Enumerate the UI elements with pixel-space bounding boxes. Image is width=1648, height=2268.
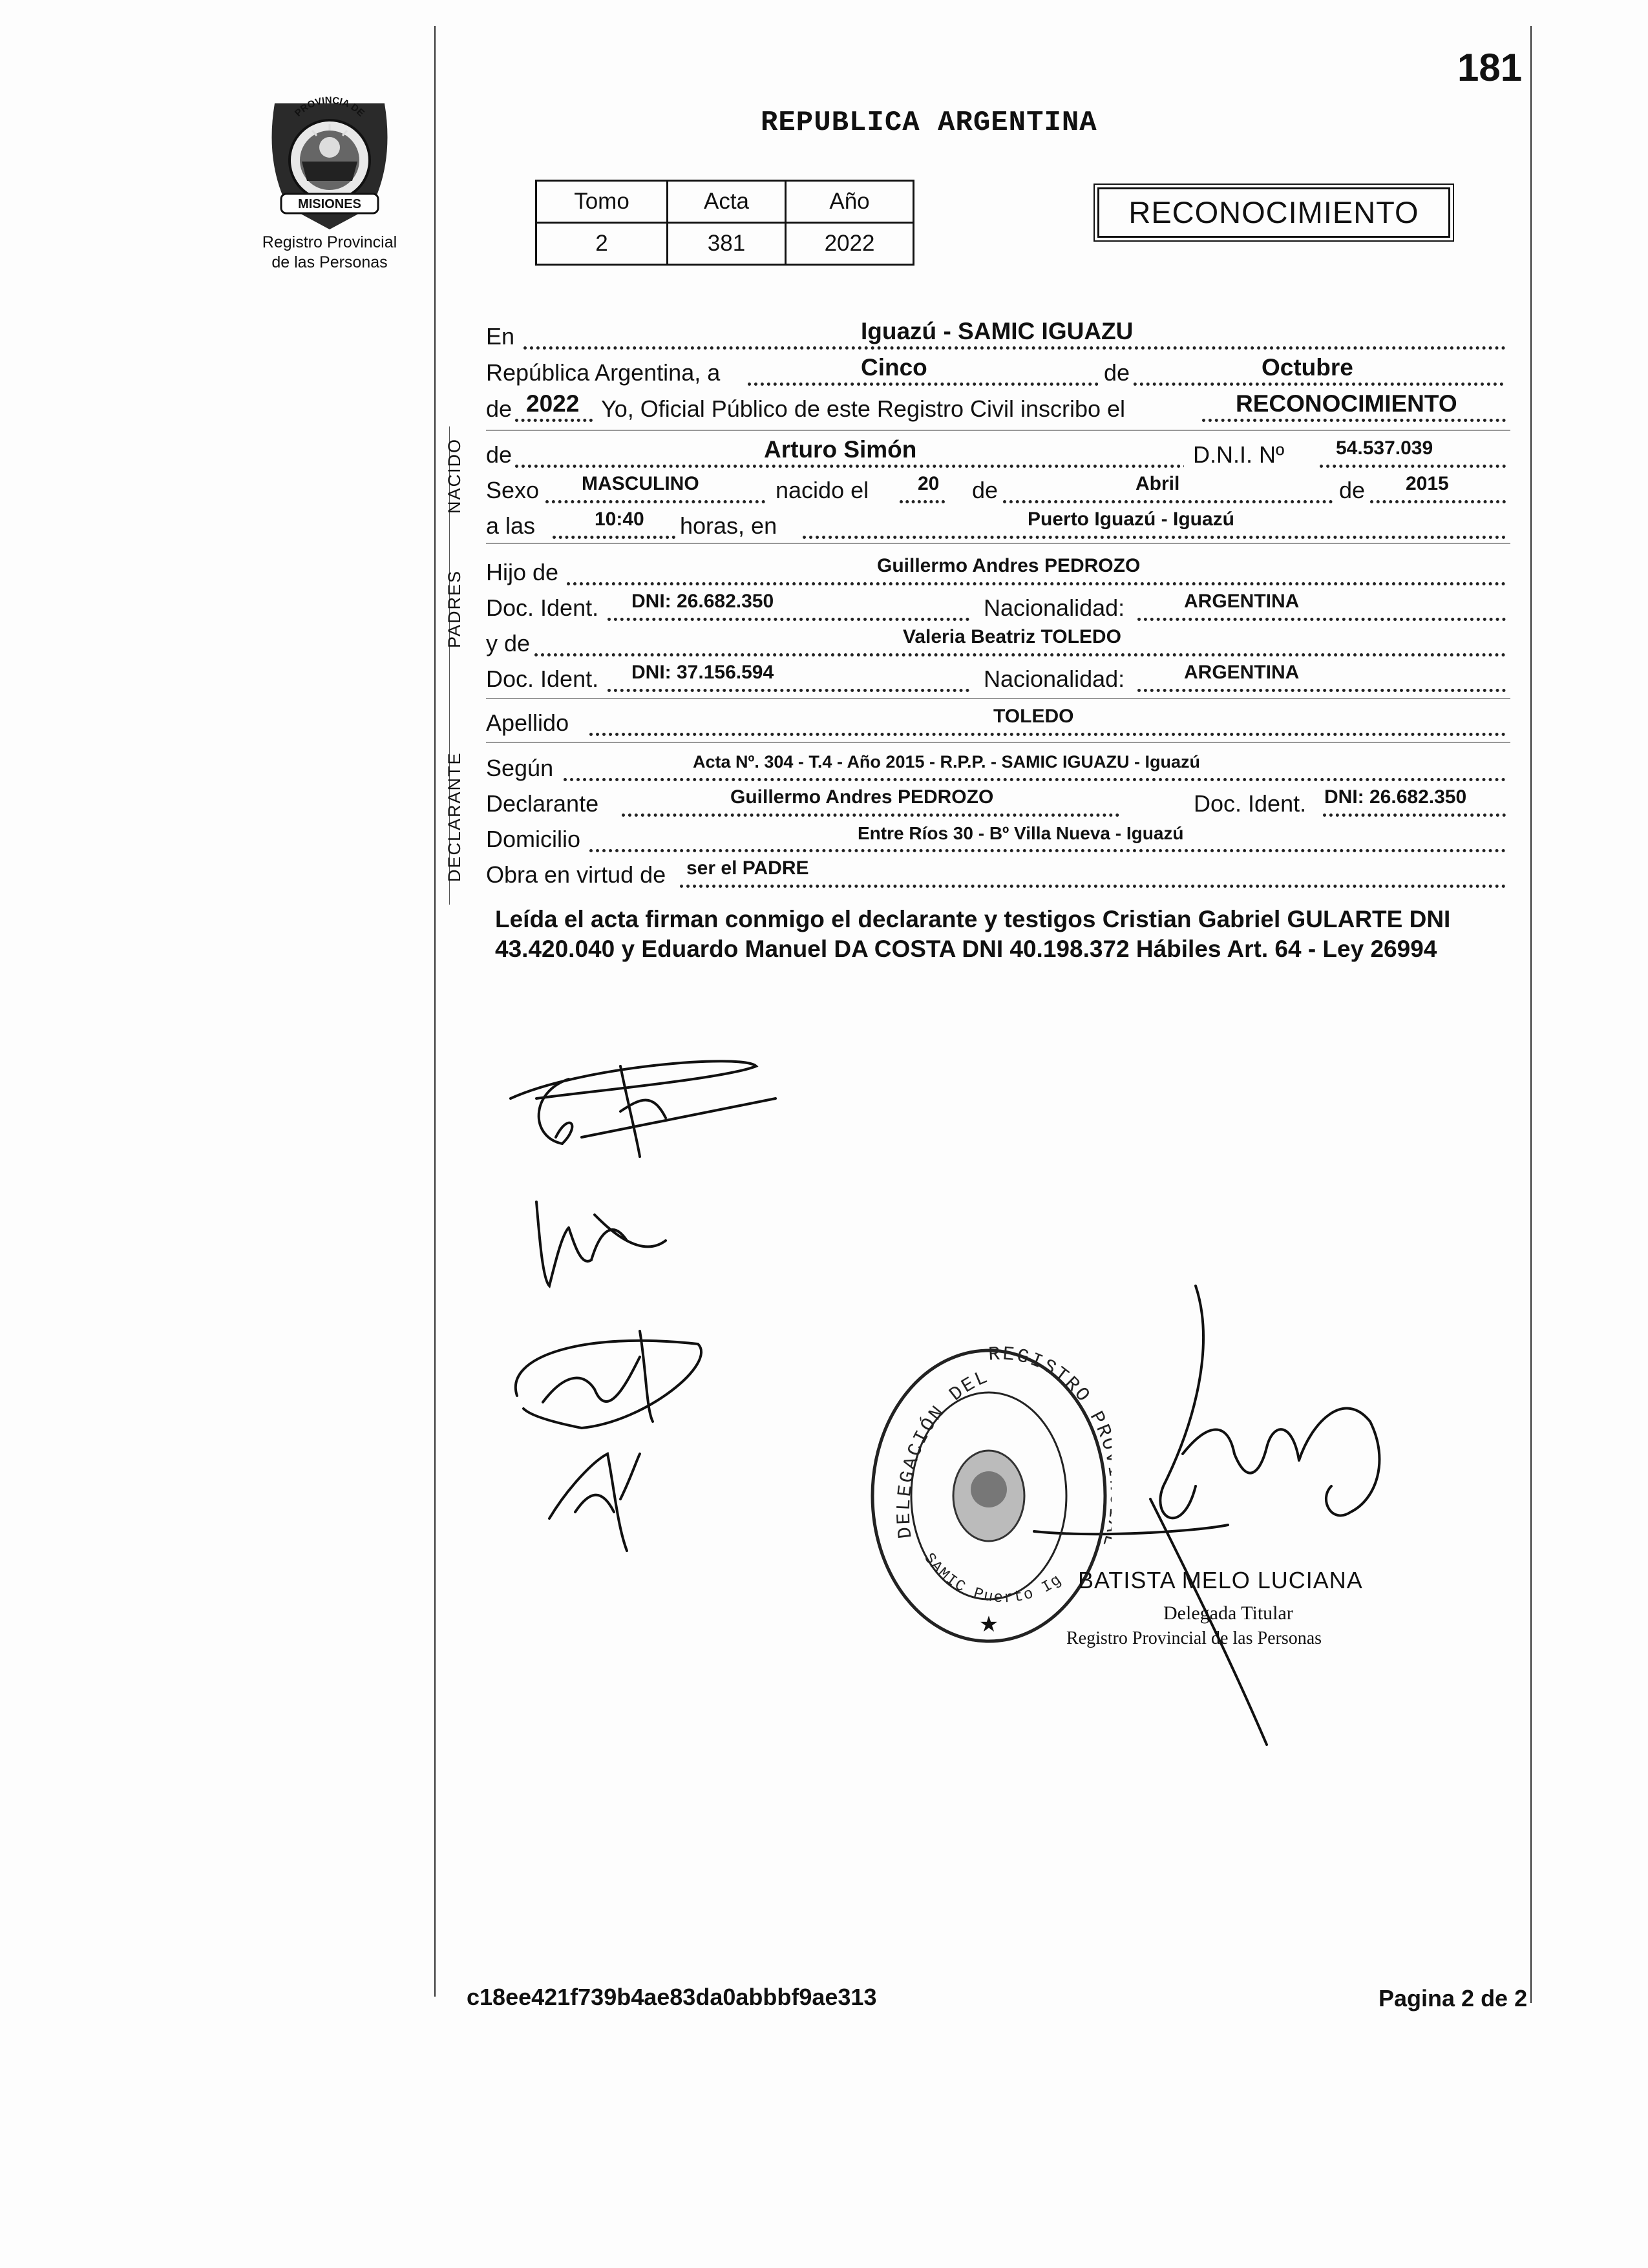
- logo-caption-line1: Registro Provincial: [262, 233, 397, 251]
- label-nacionalidad-father: Nacionalidad:: [984, 594, 1125, 621]
- label-y-de: y de: [486, 630, 531, 656]
- section-label-nacido: NACIDO: [445, 437, 464, 514]
- official-role: Delegada Titular: [1163, 1602, 1293, 1624]
- value-mother-name: Valeria Beatriz TOLEDO: [903, 626, 1121, 647]
- signature-witness-2: [536, 1202, 666, 1286]
- label-en: En: [486, 323, 515, 350]
- form-row-apellido: [486, 706, 1506, 742]
- value-domicilio: Entre Ríos 30 - Bº Villa Nueva - Iguazú: [858, 823, 1184, 843]
- coat-of-arms-icon: [262, 84, 397, 233]
- document-title: REPUBLICA ARGENTINA: [761, 107, 1097, 139]
- label-declarante: Declarante: [486, 790, 599, 817]
- svg-text:★: ★: [978, 1612, 999, 1637]
- value-birth-day: 20: [918, 473, 940, 494]
- value-father-nationality: ARGENTINA: [1184, 591, 1300, 612]
- value-birth-month: Abril: [1136, 473, 1180, 494]
- document-hash: c18ee421f739b4ae83da0abbbf9ae313: [467, 1984, 877, 2010]
- value-inscribo: RECONOCIMIENTO: [1236, 390, 1457, 417]
- logo-arc-top: PROVINCIA DE: [292, 94, 367, 119]
- value-tomo: 2: [536, 223, 668, 265]
- label-de-birth: de: [972, 477, 998, 503]
- seal-arc-right: REGISTRO P: [988, 1344, 1110, 1431]
- official-office: Registro Provincial de las Personas: [1066, 1628, 1322, 1648]
- value-acta: 381: [668, 223, 786, 265]
- value-day: Cinco: [861, 354, 927, 381]
- form-row-hora: [486, 509, 1506, 545]
- seal-arc-bottom: SAMIC Puerto Ig: [920, 1549, 1066, 1608]
- form-row-madre-doc: [486, 662, 1506, 698]
- page-indicator: Pagina 2 de 2: [1379, 1985, 1528, 2011]
- value-declarante-doc: DNI: 26.682.350: [1324, 786, 1467, 808]
- form-row-nombre: [486, 436, 1506, 474]
- form-row-fecha: [486, 354, 1506, 392]
- value-father-name: Guillermo Andres PEDROZO: [877, 555, 1141, 576]
- registry-logo: [262, 84, 397, 233]
- value-obra: ser el PADRE: [686, 857, 809, 879]
- label-doc-ident-declarante: Doc. Ident.: [1194, 790, 1307, 817]
- table-row: [536, 223, 914, 265]
- page-number: 181: [1457, 46, 1523, 89]
- label-doc-ident-mother: Doc. Ident.: [486, 666, 599, 692]
- label-de-name: de: [486, 441, 512, 468]
- form-row-padre: [486, 555, 1506, 591]
- label-de: de: [1100, 359, 1134, 386]
- value-en: Iguazú - SAMIC IGUAZU: [861, 318, 1134, 344]
- signature-witness-1: [511, 1061, 776, 1157]
- section-label-declarante: DECLARANTE: [445, 751, 464, 882]
- label-horas: horas, en: [680, 512, 777, 539]
- right-margin-rule: [1530, 26, 1532, 2003]
- signature-witness-3: [549, 1454, 640, 1551]
- value-father-doc: DNI: 26.682.350: [631, 591, 774, 612]
- value-mother-doc: DNI: 37.156.594: [631, 662, 774, 683]
- label-nacionalidad-mother: Nacionalidad:: [984, 666, 1125, 692]
- acta-reference-table: [535, 180, 914, 266]
- seal-arc-left: DELEGACIÓN DEL: [893, 1366, 993, 1540]
- form-row-en: [486, 318, 1506, 355]
- form-row-inscribo: [486, 390, 1506, 428]
- label-republica: República Argentina, a: [486, 359, 721, 386]
- label-dni: D.N.I. Nº: [1184, 441, 1293, 468]
- label-a-las: a las: [486, 512, 536, 539]
- label-doc-ident-father: Doc. Ident.: [486, 594, 599, 621]
- logo-caption-line2: de las Personas: [271, 253, 388, 271]
- header-anio: Año: [786, 181, 914, 223]
- value-birth-year: 2015: [1406, 473, 1449, 494]
- signature-declarante: [516, 1331, 701, 1428]
- form-row-segun: [486, 752, 1506, 787]
- value-month: Octubre: [1262, 354, 1353, 381]
- logo-arc-bottom: MISIONES: [298, 197, 361, 211]
- value-mother-nationality: ARGENTINA: [1184, 662, 1300, 683]
- label-nacido: nacido el: [776, 477, 869, 503]
- form-row-declarante: [486, 786, 1506, 823]
- form-row-sexo: [486, 473, 1506, 509]
- value-declarante: Guillermo Andres PEDROZO: [730, 786, 994, 808]
- label-yo: Yo, Oficial Público de este Registro Civil inscribo el: [601, 395, 1126, 422]
- form-row-domicilio: [486, 823, 1506, 858]
- value-sexo: MASCULINO: [582, 473, 699, 494]
- label-sexo: Sexo: [486, 477, 540, 503]
- form-row-padre-doc: [486, 591, 1506, 627]
- left-margin-rule: [434, 26, 436, 1997]
- form-row-obra: [486, 857, 1506, 894]
- official-seal-icon: [866, 1344, 1112, 1648]
- section-label-padres: PADRES: [445, 569, 464, 648]
- label-segun: Según: [486, 755, 554, 781]
- value-year: 2022: [526, 390, 580, 417]
- value-segun: Acta Nº. 304 - T.4 - Año 2015 - R.P.P. - SAMIC IGUAZU - Iguazú: [693, 752, 1201, 772]
- value-place: Puerto Iguazú - Iguazú: [1028, 509, 1234, 530]
- table-header-row: [536, 181, 914, 223]
- value-dni: 54.537.039: [1336, 437, 1433, 459]
- closing-statement: Leída el acta firman conmigo el declarante y testigos Cristian Gabriel GULARTE DNI 43.420.040 y Eduardo Manuel DA COSTA DNI 40.198.372 Hábiles Art. 64 - Ley 26994: [495, 906, 1451, 962]
- label-domicilio: Domicilio: [486, 826, 581, 852]
- logo-caption: [233, 233, 427, 273]
- value-hour: 10:40: [595, 509, 644, 530]
- document-type-box: RECONOCIMIENTO: [1097, 187, 1450, 238]
- value-apellido: TOLEDO: [993, 706, 1074, 727]
- label-obra: Obra en virtud de: [486, 861, 666, 888]
- label-de-year: de: [486, 395, 512, 422]
- header-tomo: Tomo: [536, 181, 668, 223]
- header-acta: Acta: [668, 181, 786, 223]
- label-apellido: Apellido: [486, 709, 569, 736]
- value-name: Arturo Simón: [764, 436, 917, 463]
- label-hijo: Hijo de: [486, 559, 559, 585]
- value-anio: 2022: [786, 223, 914, 265]
- official-name: BATISTA MELO LUCIANA: [1078, 1567, 1363, 1593]
- label-de-birth-year: de: [1339, 477, 1366, 503]
- official-seal: [866, 1344, 1112, 1648]
- form-row-madre: [486, 626, 1506, 662]
